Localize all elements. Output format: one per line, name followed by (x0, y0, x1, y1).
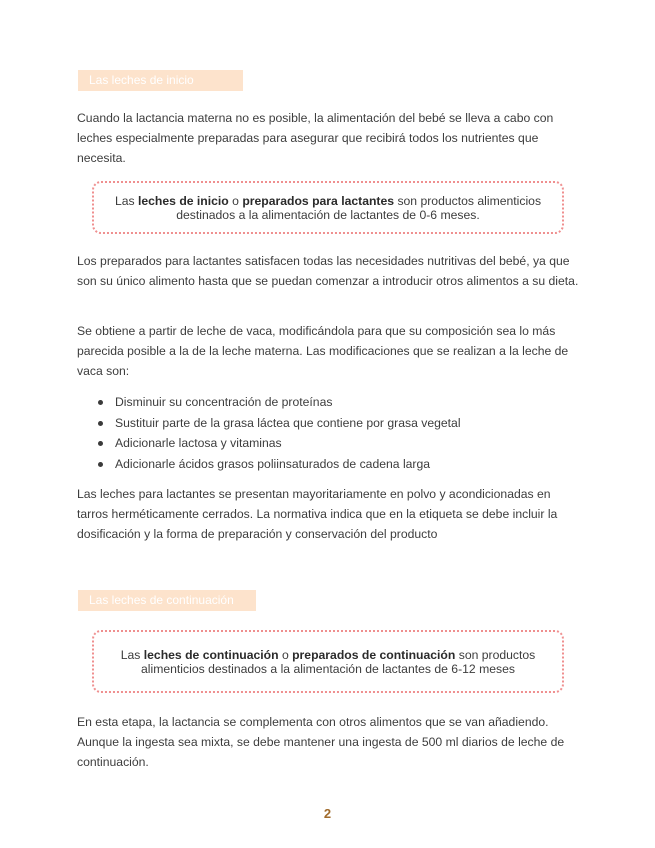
callout-lead: Las (120, 647, 141, 662)
page-number: 2 (323, 806, 332, 821)
callout-term-b: preparados para lactantes (242, 193, 395, 208)
modifications-list (96, 392, 461, 474)
bullet-icon (98, 441, 103, 446)
list-item (96, 392, 461, 413)
list-item-text: Adicionarle ácidos grasos poliinsaturados de cadena larga (115, 456, 431, 471)
paragraph-se-obtiene: Se obtiene a partir de leche de vaca, modificándola para que su composición sea lo más parecida posible a la de la leche materna. Las modificaciones que se realizan a la leche de vaca son: (77, 324, 569, 378)
list-item-text: Adicionarle lactosa y vitaminas (115, 436, 282, 450)
paragraph-en-esta-etapa: En esta etapa, la lactancia se complementa con otros alimentos que se van añadiendo. Aunque la ingesta sea mixta, se debe mantener una ingesta de 500 ml diarios de leche de continuación. (77, 715, 565, 769)
callout-line2: alimenticios destinados a la alimentación de lactantes de 6-12 meses (141, 661, 515, 676)
intro-paragraph: Cuando la lactancia materna no es posible, la alimentación del bebé se lleva a cabo con leches especialmente preparadas para asegurar que recibirá todos los nutrientes que necesita. (77, 111, 554, 165)
section-heading-leches-de-inicio: Las leches de inicio (78, 70, 243, 91)
list-item (96, 454, 461, 475)
paragraph-presentacion: Las leches para lactantes se presentan mayoritariamente en polvo y acondicionadas en tarros herméticamente cerrados. La normativa indica que en la etiqueta se debe incluir la dosificación y la forma de preparación y conservación del producto (77, 487, 558, 541)
section-heading-leches-de-continuacion: Las leches de continuación (78, 590, 256, 611)
definition-callout-continuacion (92, 630, 564, 693)
list-item (96, 433, 461, 454)
callout-line1-end: son productos alimenticios (397, 193, 542, 208)
list-item (96, 413, 461, 434)
callout-line1-end: son productos (458, 647, 536, 662)
callout-term-b: preparados de continuación (292, 647, 456, 662)
callout-term-a: leches de inicio (137, 193, 229, 208)
callout-text (121, 648, 536, 676)
bullet-icon (98, 462, 103, 467)
callout-lead: Las (114, 193, 135, 208)
bullet-icon (98, 400, 103, 405)
callout-conjunction: o (281, 647, 289, 662)
list-item-text: Disminuir su concentración de proteínas (115, 395, 333, 409)
bullet-icon (98, 421, 103, 426)
callout-conjunction: o (232, 193, 239, 208)
callout-line2: destinados a la alimentación de lactantes de 0-6 meses. (176, 207, 480, 222)
list-item-text: Sustituir parte de la grasa láctea que contiene por grasa vegetal (115, 415, 461, 430)
callout-text (115, 194, 541, 222)
callout-term-a: leches de continuación (143, 647, 279, 662)
definition-callout-inicio (92, 181, 564, 234)
paragraph-satisfacen: Los preparados para lactantes satisfacen todas las necesidades nutritivas del bebé, ya que son su único alimento hasta que se puedan comenzar a introducir otros alimentos a su dieta. (77, 254, 579, 288)
